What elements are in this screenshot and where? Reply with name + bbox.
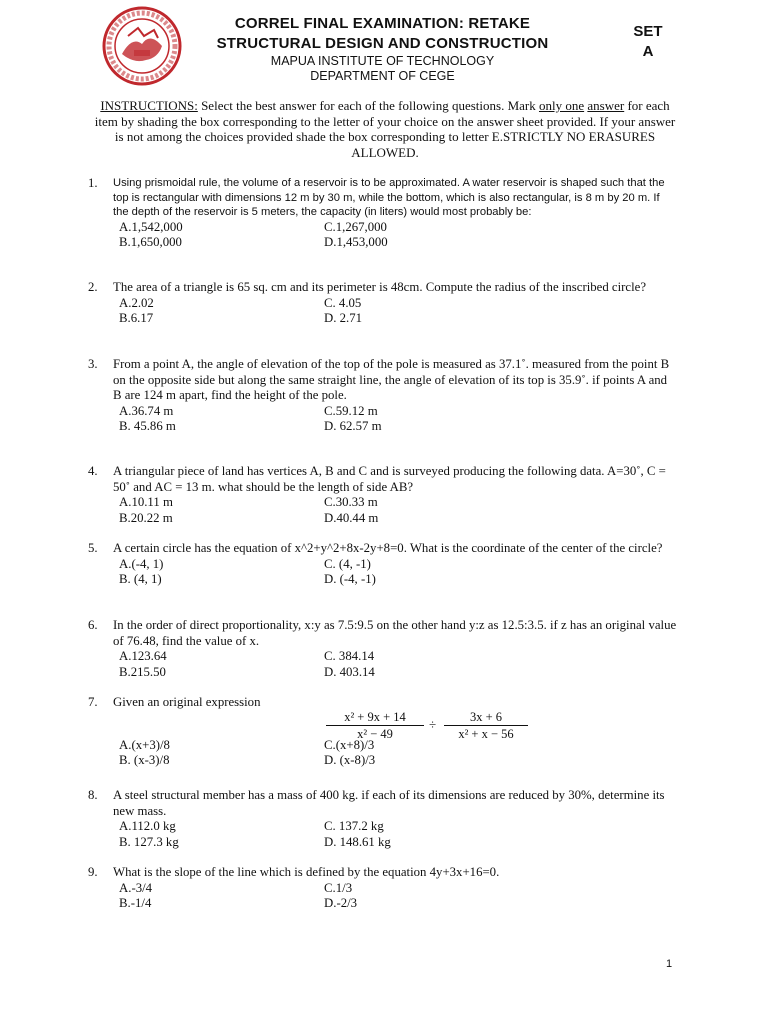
- choice-a: A.123.64: [119, 649, 167, 663]
- question-text: In the order of direct proportionality, x:y as 7.5:9.5 on the other hand y:z as 12.5:3.5. if z has an original value of 76.48, find the value of x.: [113, 618, 677, 648]
- question-number: 5.: [88, 541, 98, 555]
- exam-title-line1: CORREL FINAL EXAMINATION: RETAKE: [234, 15, 531, 32]
- choice-d: D. (-4, -1): [324, 572, 376, 586]
- question-9: [88, 865, 678, 912]
- question-text: The area of a triangle is 65 sq. cm and its perimeter is 48cm. Compute the radius of the inscribed circle?: [113, 280, 647, 294]
- question-text: A certain circle has the equation of x^2+y^2+8x-2y+8=0. What is the coordinate of the center of the circle?: [113, 541, 663, 555]
- question-2: [88, 280, 678, 327]
- question-text: What is the slope of the line which is defined by the equation 4y+3x+16=0.: [113, 865, 500, 879]
- choice-d: D. 403.14: [324, 664, 375, 679]
- fraction-2-denominator: x² + x − 56: [458, 727, 514, 741]
- choice-c: C. 384.14: [324, 649, 375, 663]
- choice-b: B. (4, 1): [119, 572, 162, 586]
- question-number: 6.: [88, 618, 98, 632]
- instructions-block: [90, 98, 680, 160]
- choice-a: A.112.0 kg: [119, 819, 176, 833]
- choice-d: D. (x-8)/3: [324, 753, 376, 767]
- institution-seal: [88, 6, 196, 86]
- divide-symbol: ÷: [429, 717, 437, 732]
- fraction-1-denominator: x² − 49: [357, 727, 393, 741]
- instructions-emphasis-1: only one: [538, 98, 585, 113]
- question-number: 9.: [88, 865, 98, 879]
- question-number: 7.: [88, 695, 98, 709]
- question-4: [88, 464, 678, 526]
- question-number: 2.: [88, 280, 98, 294]
- answer-choices: [119, 220, 678, 251]
- fraction-2-numerator: 3x + 6: [444, 709, 528, 726]
- choice-d: D. 148.61 kg: [324, 834, 391, 849]
- choice-c: C. (4, -1): [324, 556, 371, 571]
- answer-choices: [119, 881, 678, 912]
- question-8: [88, 788, 678, 850]
- exam-header: [195, 14, 570, 84]
- question-3: [88, 357, 678, 435]
- question-7: [88, 695, 678, 769]
- choice-c: C.1/3: [324, 880, 353, 895]
- choice-c: C.1,267,000: [324, 219, 387, 234]
- question-text: A triangular piece of land has vertices A, B and C and is surveyed producing the following data. A=30˚, C = 50˚ and AC = 13 m. what should be the length of side AB?: [113, 464, 666, 494]
- answer-choices: [119, 296, 678, 327]
- choice-a: A.1,542,000: [119, 219, 183, 234]
- answer-choices: [119, 649, 678, 680]
- answer-choices: [119, 404, 678, 435]
- choice-b: B. 127.3 kg: [119, 834, 179, 849]
- choice-b: B. (x-3)/8: [119, 753, 170, 767]
- choice-d: D.40.44 m: [324, 510, 379, 525]
- question-6: [88, 618, 678, 680]
- question-number: 4.: [88, 464, 98, 478]
- question-5: [88, 541, 678, 588]
- exam-set: [628, 22, 668, 62]
- choice-a: A.10.11 m: [119, 495, 173, 509]
- instructions-text-2: for each item by shading the box corresponding to the letter of your choice on the answer sheet provided. If your answer is not among the choices provided shade the box corresponding to letter E.STRICTLY NO ERASURES ALLOWED.: [94, 98, 676, 160]
- set-label: SET: [633, 23, 663, 40]
- choice-c: C.(x+8)/3: [324, 737, 375, 752]
- question-text: Using prismoidal rule, the volume of a reservoir is to be approximated. A water reservoir is shaped such that the top is rectangular with dimensions 12 m by 30 m, while the bottom, which is also rectangular, is 8 m by 20 m. If the depth of the reservoir is 5 meters, the capacity (in liters) would most probably be:: [113, 177, 665, 218]
- choice-c: C. 137.2 kg: [324, 819, 384, 833]
- choice-a: A.36.74 m: [119, 403, 174, 418]
- choice-a: A.(x+3)/8: [119, 737, 170, 752]
- choice-b: B.20.22 m: [119, 510, 173, 525]
- question-1: [88, 176, 678, 251]
- answer-choices: [119, 557, 678, 588]
- answer-choices: [119, 495, 678, 526]
- page-number: 1: [666, 958, 673, 970]
- choice-c: C.59.12 m: [324, 403, 378, 418]
- choice-b: B. 45.86 m: [119, 419, 176, 433]
- answer-choices: [119, 738, 678, 769]
- institution-name: MAPUA INSTITUTE OF TECHNOLOGY: [270, 54, 495, 68]
- choice-a: A.-3/4: [119, 880, 153, 895]
- question-number: 8.: [88, 788, 98, 802]
- question-text: Given an original expression: [113, 695, 261, 709]
- choice-a: A.2.02: [119, 295, 154, 310]
- choice-d: D. 2.71: [324, 311, 363, 325]
- question-text: A steel structural member has a mass of 400 kg. if each of its dimensions are reduced by 30%, determine its new mass.: [113, 788, 665, 818]
- seal-icon: [88, 6, 196, 86]
- instructions-text-1: Select the best answer for each of the following questions. Mark: [197, 98, 539, 113]
- choice-b: B.-1/4: [119, 896, 152, 910]
- question-number: 1.: [88, 176, 98, 190]
- choice-d: D.1,453,000: [324, 235, 388, 249]
- instructions-emphasis-2: answer: [587, 98, 625, 113]
- question-number: 3.: [88, 357, 98, 371]
- choice-c: C. 4.05: [324, 295, 362, 310]
- question-text: From a point A, the angle of elevation of the top of the pole is measured as 37.1˚. measured from the point B on the opposite side but along the same straight line, the angle of elevation of its top is 35.9˚. if points A and B are 124 m apart, find the height of the pole.: [113, 357, 670, 402]
- choice-d: D. 62.57 m: [324, 419, 382, 433]
- answer-choices: [119, 819, 678, 850]
- choice-a: A.(-4, 1): [119, 556, 164, 571]
- exam-title-line2: STRUCTURAL DESIGN AND CONSTRUCTION: [216, 35, 549, 52]
- choice-b: B.6.17: [119, 311, 154, 325]
- department-name: DEPARTMENT OF CEGE: [310, 69, 455, 83]
- fraction-1-numerator: x² + 9x + 14: [326, 709, 424, 726]
- choice-b: B.215.50: [119, 664, 166, 679]
- choice-c: C.30.33 m: [324, 495, 378, 509]
- choice-d: D.-2/3: [324, 896, 358, 910]
- instructions-label: INSTRUCTIONS:: [100, 98, 198, 113]
- choice-b: B.1,650,000: [119, 235, 182, 249]
- set-value: A: [642, 43, 654, 60]
